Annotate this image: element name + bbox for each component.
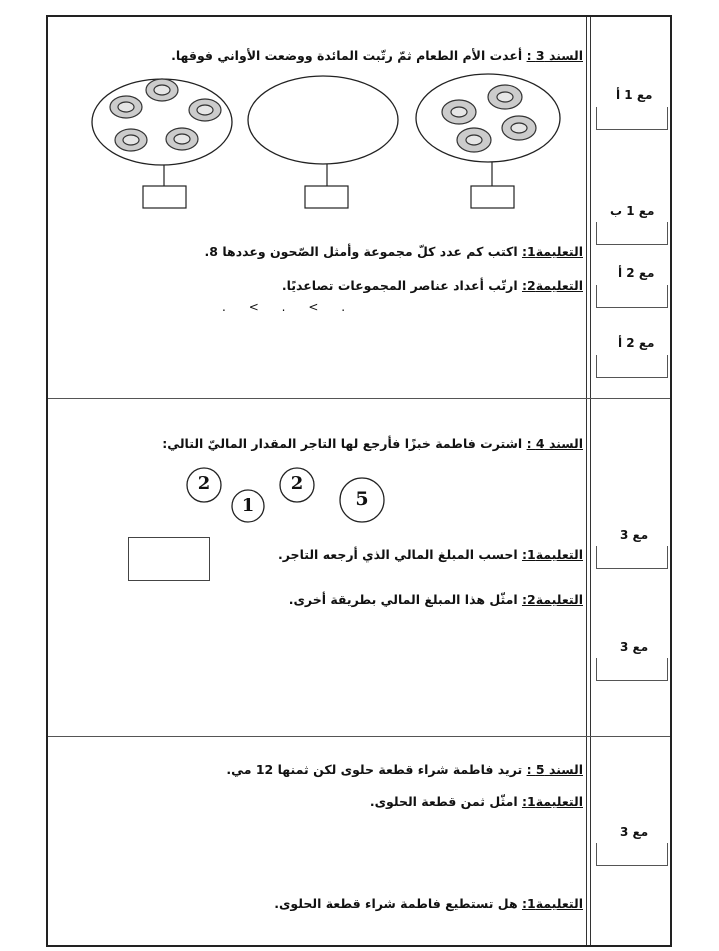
- criterion-label: مع 1 ب: [610, 204, 655, 218]
- score-box[interactable]: [596, 107, 668, 130]
- instruction-text: احسب المبلغ المالي الذي أرجعه التاجر.: [278, 547, 518, 562]
- criterion-label: مع 3: [620, 640, 649, 654]
- criterion-label: مع 3: [620, 825, 649, 839]
- score-box[interactable]: [596, 658, 668, 681]
- sanad-text: أعدت الأم الطعام ثمّ رتّبت المائدة ووضعت الأواني فوقها.: [171, 48, 523, 63]
- criterion-label: مع 2 أ: [618, 266, 655, 280]
- coin-value: 5: [355, 488, 369, 510]
- score-box[interactable]: [596, 222, 668, 245]
- instruction-label: التعليمة1:: [521, 794, 583, 809]
- plate-group-five: [92, 79, 232, 208]
- instruction-2: [289, 592, 583, 607]
- instruction-text: هل تستطيع فاطمة شراء قطعة الحلوى.: [274, 896, 518, 911]
- criterion-label: مع 3: [620, 528, 649, 542]
- instruction-text: امثّل هذا المبلغ المالي بطريقة أخرى.: [288, 592, 518, 607]
- coin-value: 1: [241, 495, 255, 516]
- instruction-1: [370, 794, 583, 809]
- instruction-text: امثّل ثمن قطعة الحلوى.: [369, 794, 518, 809]
- score-box[interactable]: [596, 546, 668, 569]
- instruction-1: [205, 244, 583, 259]
- sanad-text: تريد فاطمة شراء قطعة حلوى لكن ثمنها 12 مي.: [226, 762, 523, 777]
- instruction-label: التعليمة2:: [521, 592, 583, 607]
- sanad-text: اشترت فاطمة خبزًا فأرجع لها التاجر المقدار الماليّ التالي:: [162, 436, 523, 451]
- sanad-4: [162, 436, 583, 451]
- criterion-label: مع 1 أ: [616, 88, 653, 102]
- order-line[interactable]: . < . < .: [222, 300, 346, 314]
- instruction-2: [282, 278, 583, 293]
- instruction-text: ارتّب أعداد عناصر المجموعات تصاعديًا.: [281, 278, 518, 293]
- answer-box[interactable]: [128, 537, 210, 581]
- sanad-label: السند 4 :: [526, 436, 583, 451]
- sanad-3: [171, 48, 583, 63]
- instruction-2: [274, 896, 583, 911]
- sanad-label: السند 5 :: [526, 762, 583, 777]
- score-box[interactable]: [596, 355, 668, 378]
- score-box[interactable]: [596, 843, 668, 866]
- score-box[interactable]: [596, 285, 668, 308]
- instruction-label: التعليمة1:: [521, 547, 583, 562]
- criterion-label: مع 2 أ: [618, 336, 655, 350]
- instruction-label: التعليمة1:: [521, 244, 583, 259]
- instruction-label: التعليمة2:: [521, 278, 583, 293]
- sanad-label: السند 3 :: [526, 48, 583, 63]
- plate-group-empty: [248, 76, 398, 208]
- coin-value: 2: [290, 473, 304, 494]
- instruction-label: التعليمة1:: [521, 896, 583, 911]
- plate-group-four: [416, 74, 560, 208]
- instruction-text: اكتب كم عدد كلّ مجموعة وأمثل الصّحون وعددها 8.: [204, 244, 518, 259]
- coin-value: 2: [197, 473, 211, 494]
- sanad-5: [226, 762, 583, 777]
- instruction-1: [278, 547, 583, 562]
